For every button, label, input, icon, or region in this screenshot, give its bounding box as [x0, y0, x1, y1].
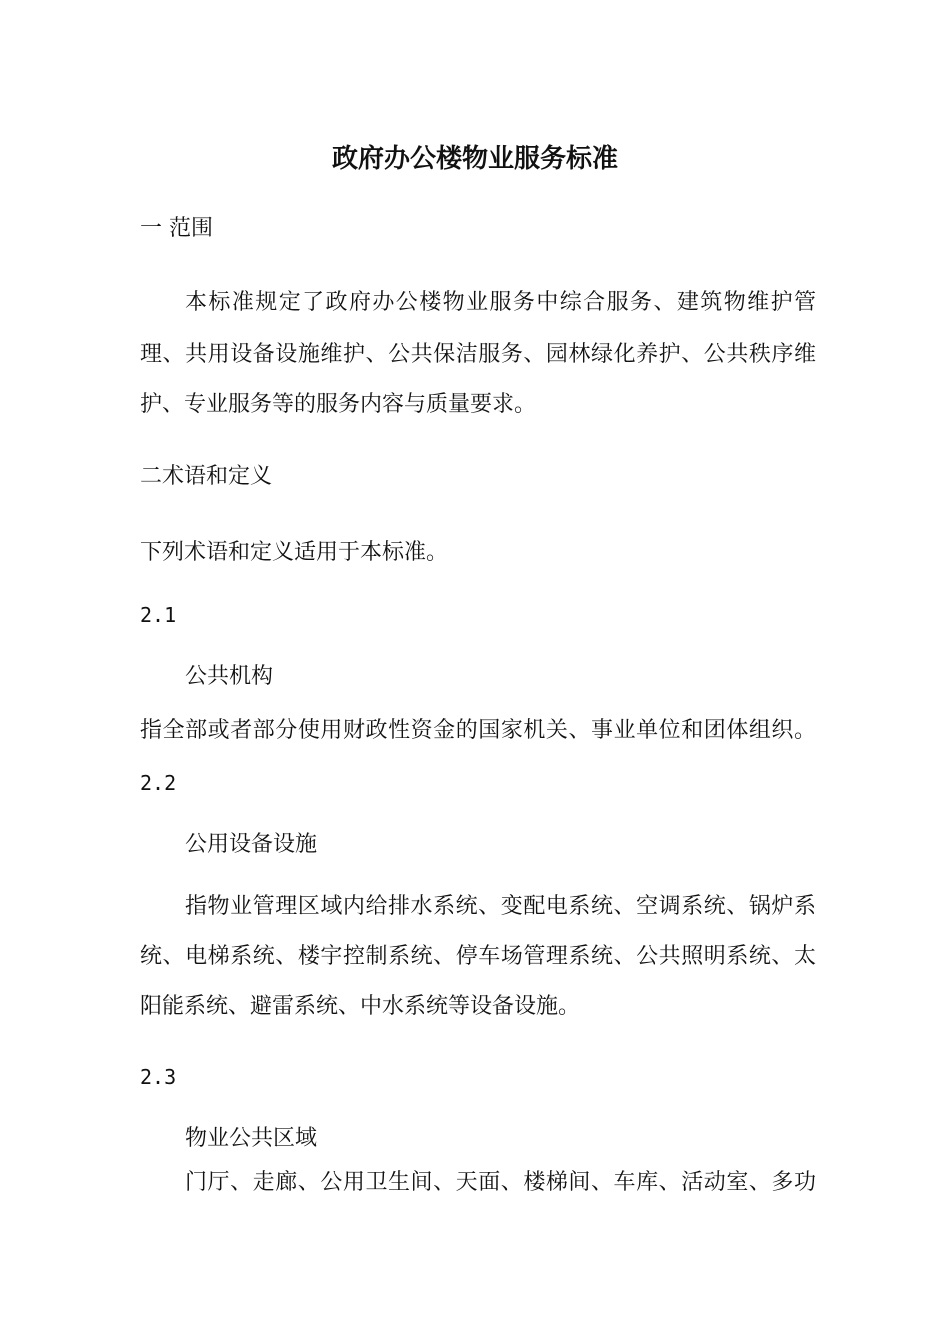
term-2-3-number: 2.3	[140, 1065, 177, 1089]
term-2-2-definition-line-1: 指物业管理区域内给排水系统、变配电系统、空调系统、锅炉系	[185, 894, 816, 919]
section-1-para-line-1: 本标准规定了政府办公楼物业服务中综合服务、建筑物维护管	[185, 290, 816, 315]
term-2-2-name: 公用设备设施	[185, 832, 318, 857]
term-2-3-name: 物业公共区域	[185, 1126, 318, 1151]
term-2-1-number: 2.1	[140, 603, 177, 627]
term-2-1-definition-line-1: 指全部或者部分使用财政性资金的国家机关、事业单位和团体组织。	[140, 718, 816, 743]
term-2-1-name: 公共机构	[185, 664, 274, 689]
section-1-heading: 一 范围	[140, 216, 213, 241]
document-title: 政府办公楼物业服务标准	[331, 144, 618, 174]
term-2-3-definition-line-1: 门厅、走廊、公用卫生间、天面、楼梯间、车库、活动室、多功	[185, 1170, 816, 1195]
section-1-para-line-3: 护、专业服务等的服务内容与质量要求。	[140, 392, 537, 417]
section-1-para-line-2: 理、共用设备设施维护、公共保洁服务、园林绿化养护、公共秩序维	[140, 342, 816, 367]
term-2-2-definition-line-3: 阳能系统、避雷系统、中水系统等设备设施。	[140, 994, 581, 1019]
section-2-heading: 二术语和定义	[140, 464, 273, 489]
term-2-2-number: 2.2	[140, 771, 177, 795]
term-2-2-definition-line-2: 统、电梯系统、楼宇控制系统、停车场管理系统、公共照明系统、太	[140, 944, 816, 969]
section-2-intro: 下列术语和定义适用于本标准。	[140, 540, 449, 565]
